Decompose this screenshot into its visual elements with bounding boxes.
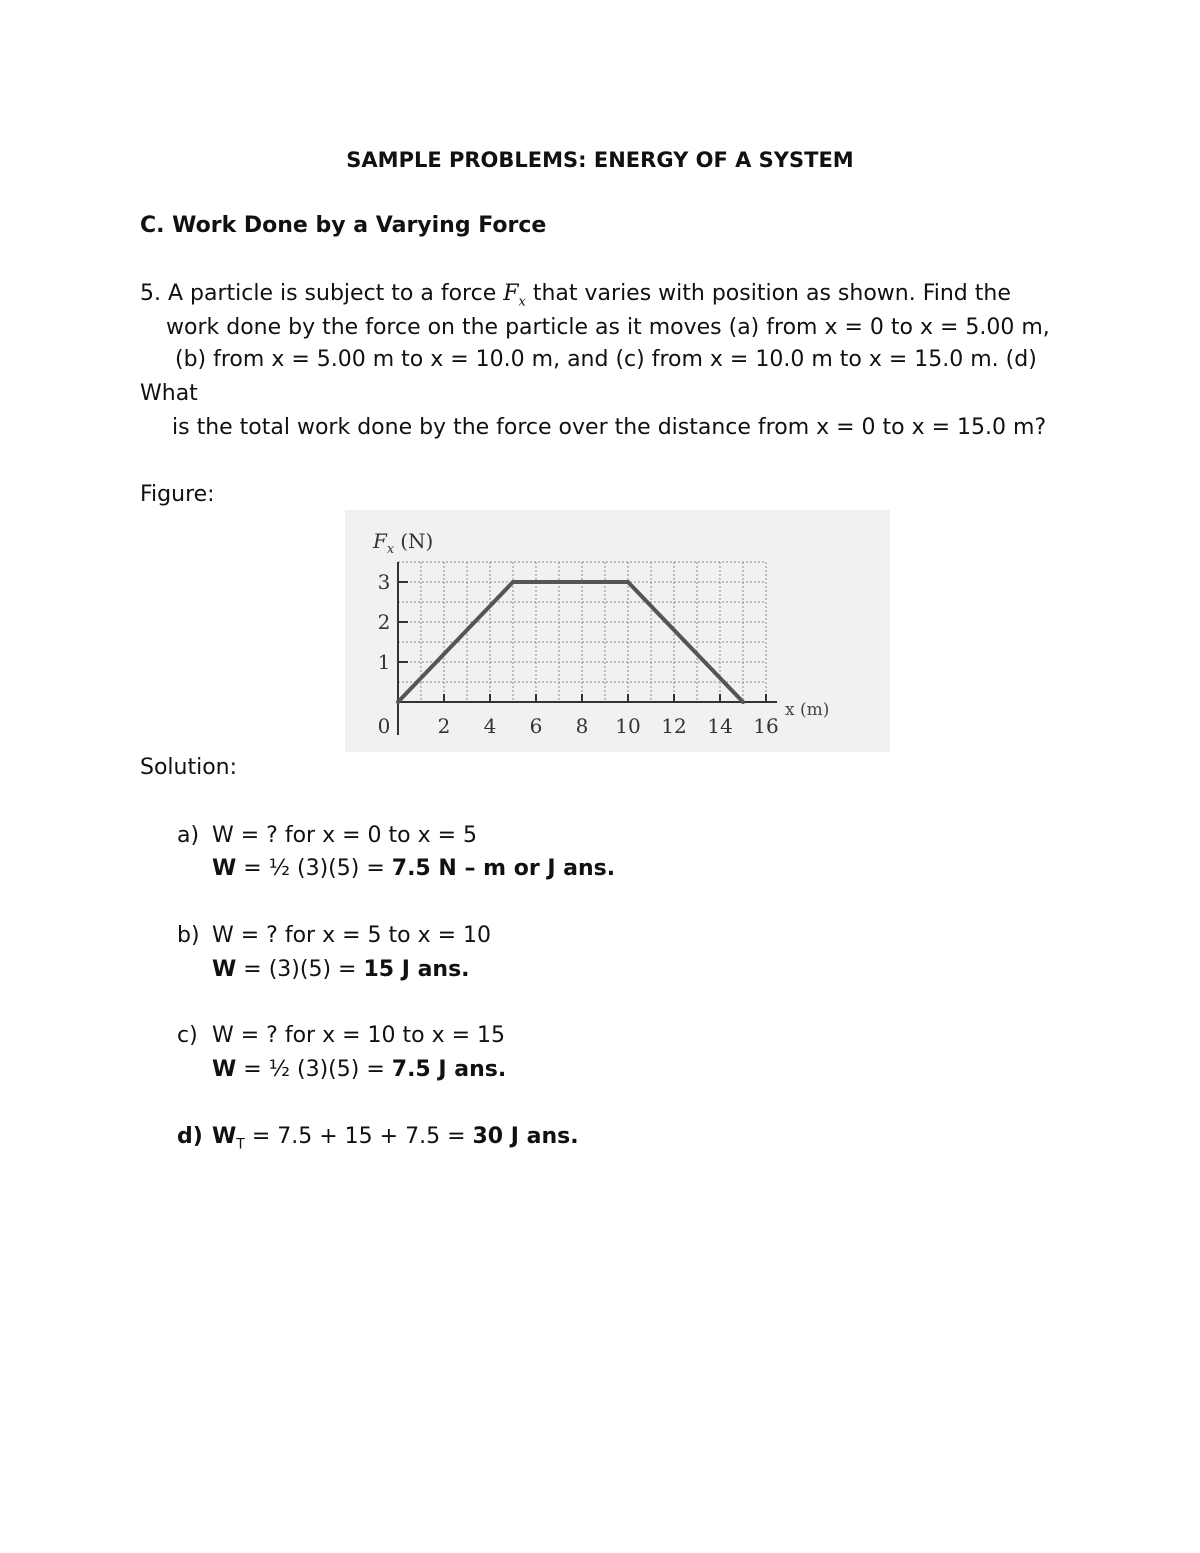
solution-a-work xyxy=(212,856,615,882)
x-tick-label: 4 xyxy=(483,714,497,738)
data-point xyxy=(741,700,745,704)
work-symbol: W xyxy=(212,856,237,881)
solution-a-marker: a) xyxy=(177,823,200,848)
section-heading: C. Work Done by a Varying Force xyxy=(140,213,547,238)
force-position-graph xyxy=(345,510,890,752)
solution-c-marker: c) xyxy=(177,1023,198,1048)
force-subscript: x xyxy=(518,294,526,310)
x-tick-label: 0 xyxy=(377,714,391,738)
y-tick-label: 3 xyxy=(377,570,391,594)
x-tick-label: 12 xyxy=(661,714,687,738)
work-symbol: W xyxy=(212,1057,237,1082)
x-tick-label: 10 xyxy=(615,714,641,738)
problem-line-4: What xyxy=(140,381,198,406)
answer: 15 J ans. xyxy=(363,957,470,982)
calculation: = ½ (3)(5) = xyxy=(236,1057,392,1082)
solution-c-question: W = ? for x = 10 to x = 15 xyxy=(212,1023,506,1048)
answer: 30 J ans. xyxy=(472,1124,579,1149)
data-point xyxy=(511,580,515,584)
solution-b-marker: b) xyxy=(177,923,200,948)
calculation: = (3)(5) = xyxy=(236,957,364,982)
problem-text: that varies with position as shown. Find the xyxy=(525,281,1011,306)
solution-c-work xyxy=(212,1057,506,1083)
solution-a-question: W = ? for x = 0 to x = 5 xyxy=(212,823,478,848)
x-tick-label: 14 xyxy=(707,714,733,738)
solution-b-question: W = ? for x = 5 to x = 10 xyxy=(212,923,492,948)
x-tick-label: 16 xyxy=(753,714,779,738)
solution-d-marker: d) xyxy=(177,1124,203,1149)
work-symbol: W xyxy=(212,957,237,982)
force-symbol: F xyxy=(503,281,519,306)
x-tick-label: 8 xyxy=(575,714,589,738)
x-tick-label: 6 xyxy=(529,714,543,738)
figure-label: Figure: xyxy=(140,482,215,507)
work-symbol: W xyxy=(212,1124,237,1149)
answer: 7.5 N – m or J ans. xyxy=(391,856,616,881)
data-point xyxy=(626,580,630,584)
calculation: = ½ (3)(5) = xyxy=(236,856,392,881)
y-tick-label: 2 xyxy=(377,610,391,634)
x-axis-label: x (m) xyxy=(785,700,830,720)
y-axis-label: $F_x$ (N) xyxy=(373,529,434,557)
y-tick-label: 1 xyxy=(377,650,391,674)
problem-line-3: (b) from x = 5.00 m to x = 10.0 m, and (c) from x = 10.0 m to x = 15.0 m. (d) xyxy=(175,347,1037,372)
answer: 7.5 J ans. xyxy=(391,1057,507,1082)
work-subscript: T xyxy=(236,1136,245,1153)
problem-line-1 xyxy=(140,281,1011,315)
solution-d-work xyxy=(212,1124,579,1157)
problem-line-2: work done by the force on the particle as it moves (a) from x = 0 to x = 5.00 m, xyxy=(166,315,1050,340)
x-tick-label: 2 xyxy=(437,714,451,738)
problem-text: 5. A particle is subject to a force xyxy=(140,281,504,306)
solution-label: Solution: xyxy=(140,755,238,780)
data-point xyxy=(396,700,400,704)
problem-line-5: is the total work done by the force over the distance from x = 0 to x = 15.0 m? xyxy=(172,415,1047,440)
solution-b-work xyxy=(212,957,470,983)
calculation: = 7.5 + 15 + 7.5 = xyxy=(244,1124,473,1149)
document-title: SAMPLE PROBLEMS: ENERGY OF A SYSTEM xyxy=(346,148,854,172)
